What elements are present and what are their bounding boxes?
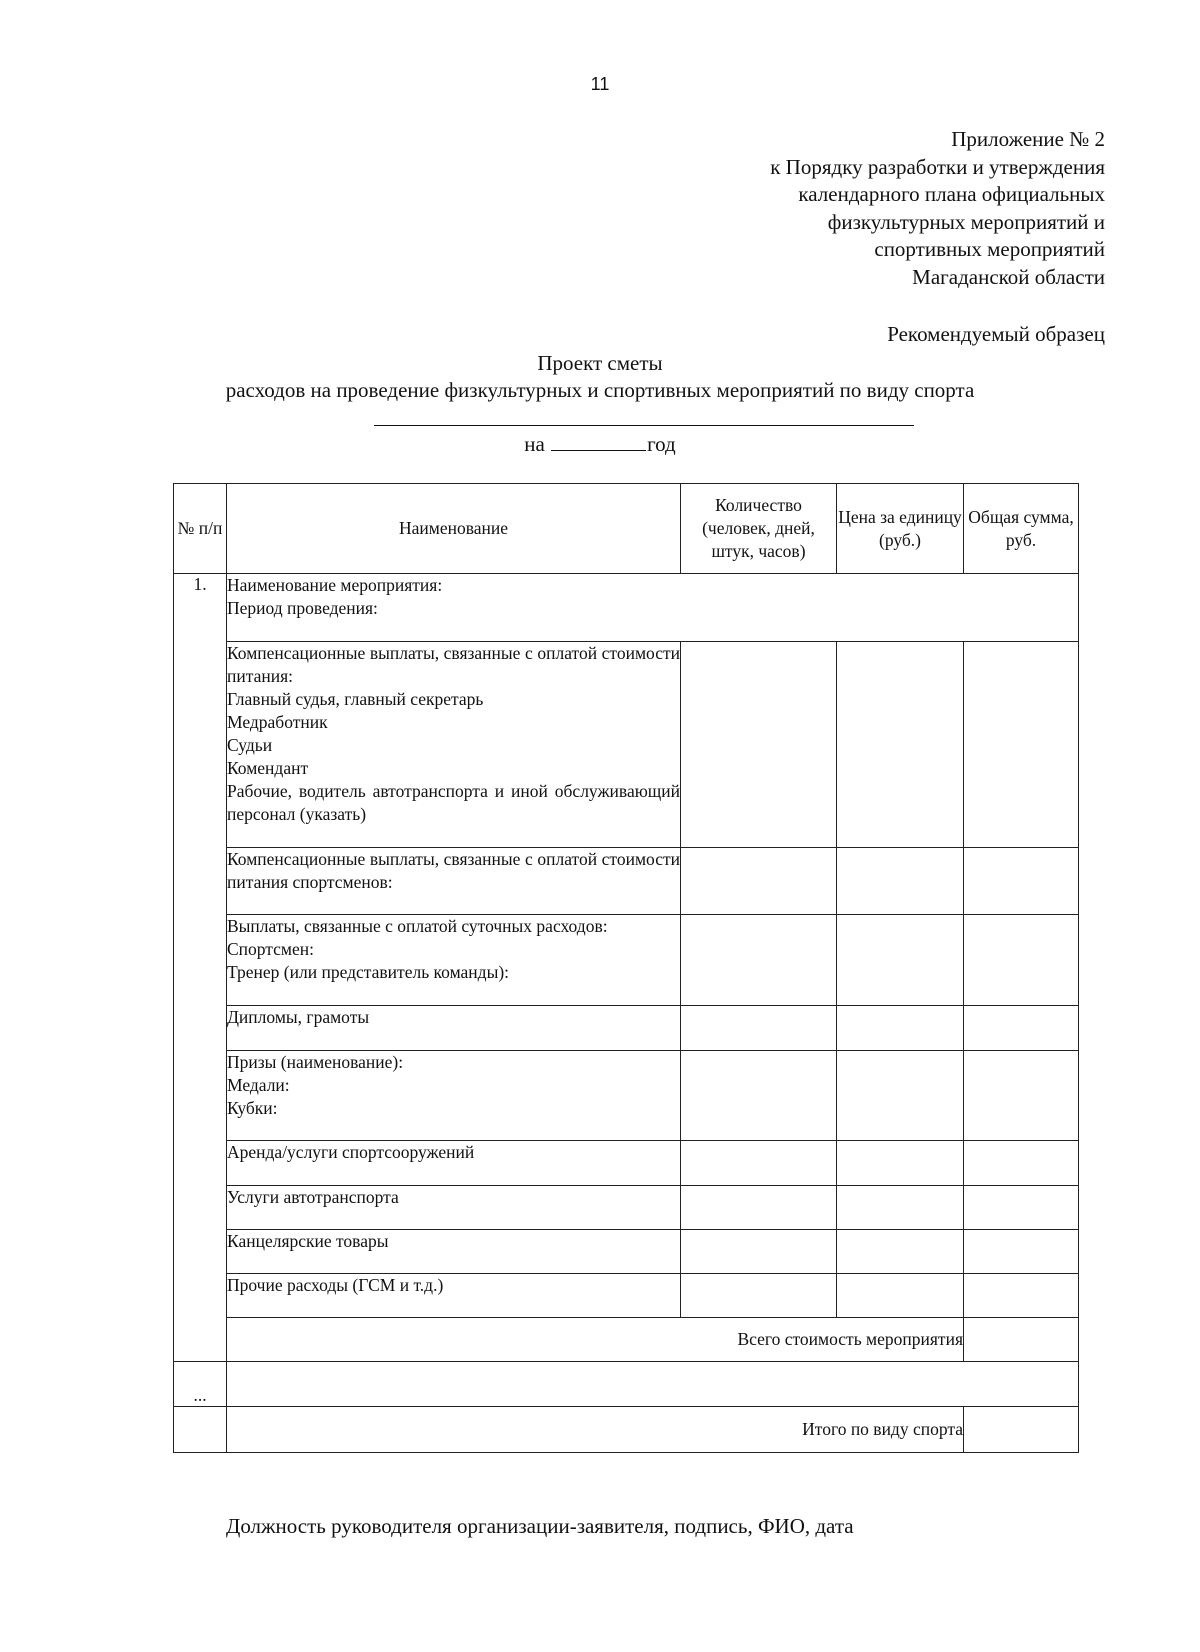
total-sum-cell[interactable]: [964, 1006, 1079, 1051]
table-row: [174, 1051, 1079, 1141]
event-info-cell: [227, 574, 1079, 642]
ellipsis-content-cell: [227, 1362, 1079, 1407]
item-cell: [227, 848, 681, 915]
item-cell: [227, 1274, 681, 1318]
table-row: [174, 915, 1079, 1006]
estimate-table: [173, 483, 1079, 1453]
quantity-cell[interactable]: [681, 915, 837, 1006]
appendix-line: к Порядку разработки и утверждения: [770, 154, 1105, 179]
event-total-value-cell[interactable]: [964, 1318, 1079, 1362]
year-suffix: год: [647, 432, 676, 456]
quantity-cell[interactable]: [681, 642, 837, 848]
unit-price-cell[interactable]: [837, 642, 964, 848]
page-number: 11: [590, 74, 610, 94]
quantity-cell[interactable]: [681, 1006, 837, 1051]
item-line: Медработник: [227, 712, 328, 732]
year-prefix: на: [524, 432, 545, 456]
table-header-row: [174, 484, 1079, 574]
item-line: Компенсационные выплаты, связанные с оплатой стоимости питания спортсменов:: [227, 849, 680, 892]
header-num: № п/п: [174, 484, 227, 574]
sport-name-blank-line: [374, 425, 914, 426]
total-sum-cell[interactable]: [964, 1230, 1079, 1274]
item-line: Кубки:: [227, 1098, 278, 1118]
ellipsis-number: ...: [174, 1362, 227, 1407]
header-unit-price: Цена за единицу (руб.): [837, 484, 964, 574]
total-sum-cell[interactable]: [964, 642, 1079, 848]
quantity-cell[interactable]: [681, 1274, 837, 1318]
sport-total-value-cell[interactable]: [964, 1407, 1079, 1453]
header-name: Наименование: [227, 484, 681, 574]
sport-total-row: [174, 1407, 1079, 1453]
event-period-label: Период проведения:: [227, 598, 378, 618]
appendix-line: физкультурных мероприятий и: [827, 209, 1105, 234]
year-line: [0, 430, 1200, 457]
unit-price-cell[interactable]: [837, 1186, 964, 1230]
unit-price-cell[interactable]: [837, 1006, 964, 1051]
item-cell: [227, 1051, 681, 1141]
item-cell: [227, 1186, 681, 1230]
row-number: 1.: [174, 574, 227, 1362]
quantity-cell[interactable]: [681, 1051, 837, 1141]
item-line: Рабочие, водитель автотранспорта и иной обслуживающий персонал (указать): [227, 781, 680, 824]
recommended-sample-label: Рекомендуемый образец: [887, 322, 1105, 346]
unit-price-cell[interactable]: [837, 1051, 964, 1141]
item-line: Аренда/услуги спортсооружений: [227, 1142, 475, 1162]
appendix-line: спортивных мероприятий: [874, 237, 1105, 261]
item-line: Канцелярские товары: [227, 1231, 389, 1251]
item-line: Судьи: [227, 735, 273, 755]
item-line: Призы (наименование):: [227, 1052, 404, 1072]
item-cell: [227, 642, 681, 848]
year-blank-field: [551, 430, 646, 451]
header-quantity: Количество (человек, дней, штук, часов): [681, 484, 837, 574]
signature-line: Должность руководителя организации-заявителя, подпись, ФИО, дата: [226, 1514, 854, 1538]
item-line: Выплаты, связанные с оплатой суточных расходов:: [227, 916, 608, 936]
table-row: [174, 574, 1079, 642]
table-row: [174, 1274, 1079, 1318]
table-row: [174, 1186, 1079, 1230]
quantity-cell[interactable]: [681, 848, 837, 915]
quantity-cell[interactable]: [681, 1141, 837, 1186]
table-row: [174, 848, 1079, 915]
table-row: [174, 1141, 1079, 1186]
quantity-cell[interactable]: [681, 1186, 837, 1230]
item-cell: [227, 915, 681, 1006]
appendix-header: [770, 126, 1105, 291]
appendix-line: Приложение № 2: [951, 127, 1105, 151]
unit-price-cell[interactable]: [837, 915, 964, 1006]
appendix-line: календарного плана официальных: [798, 182, 1105, 206]
unit-price-cell[interactable]: [837, 848, 964, 915]
unit-price-cell[interactable]: [837, 1230, 964, 1274]
total-sum-cell[interactable]: [964, 915, 1079, 1006]
item-cell: [227, 1006, 681, 1051]
item-cell: [227, 1141, 681, 1186]
document-title: Проект сметы: [537, 351, 663, 375]
item-line: Прочие расходы (ГСМ и т.д.): [227, 1275, 444, 1295]
sport-total-label: Итого по виду спорта: [227, 1407, 964, 1453]
unit-price-cell[interactable]: [837, 1141, 964, 1186]
ellipsis-row: [174, 1362, 1079, 1407]
total-sum-cell[interactable]: [964, 1051, 1079, 1141]
total-sum-cell[interactable]: [964, 1274, 1079, 1318]
item-line: Тренер (или представитель команды):: [227, 962, 510, 982]
sport-total-number-cell: [174, 1407, 227, 1453]
item-line: Комендант: [227, 758, 309, 778]
event-name-label: Наименование мероприятия:: [227, 575, 443, 595]
unit-price-cell[interactable]: [837, 1274, 964, 1318]
event-total-row: [174, 1318, 1079, 1362]
item-line: Спортсмен:: [227, 939, 315, 959]
table-row: [174, 1006, 1079, 1051]
table-row: [174, 1230, 1079, 1274]
event-total-label: Всего стоимость мероприятия: [227, 1318, 964, 1362]
item-cell: [227, 1230, 681, 1274]
item-line: Главный судья, главный секретарь: [227, 689, 484, 709]
item-line: Дипломы, грамоты: [227, 1007, 370, 1027]
total-sum-cell[interactable]: [964, 848, 1079, 915]
item-line: Медали:: [227, 1075, 290, 1095]
total-sum-cell[interactable]: [964, 1186, 1079, 1230]
total-sum-cell[interactable]: [964, 1141, 1079, 1186]
item-line: Компенсационные выплаты, связанные с оплатой стоимости питания:: [227, 643, 680, 686]
document-subtitle: расходов на проведение физкультурных и спортивных мероприятий по виду спорта: [225, 378, 975, 402]
appendix-line: Магаданской области: [912, 264, 1105, 289]
item-line: Услуги автотранспорта: [227, 1187, 399, 1207]
table-row: [174, 642, 1079, 848]
quantity-cell[interactable]: [681, 1230, 837, 1274]
header-total-sum: Общая сумма, руб.: [964, 484, 1079, 574]
